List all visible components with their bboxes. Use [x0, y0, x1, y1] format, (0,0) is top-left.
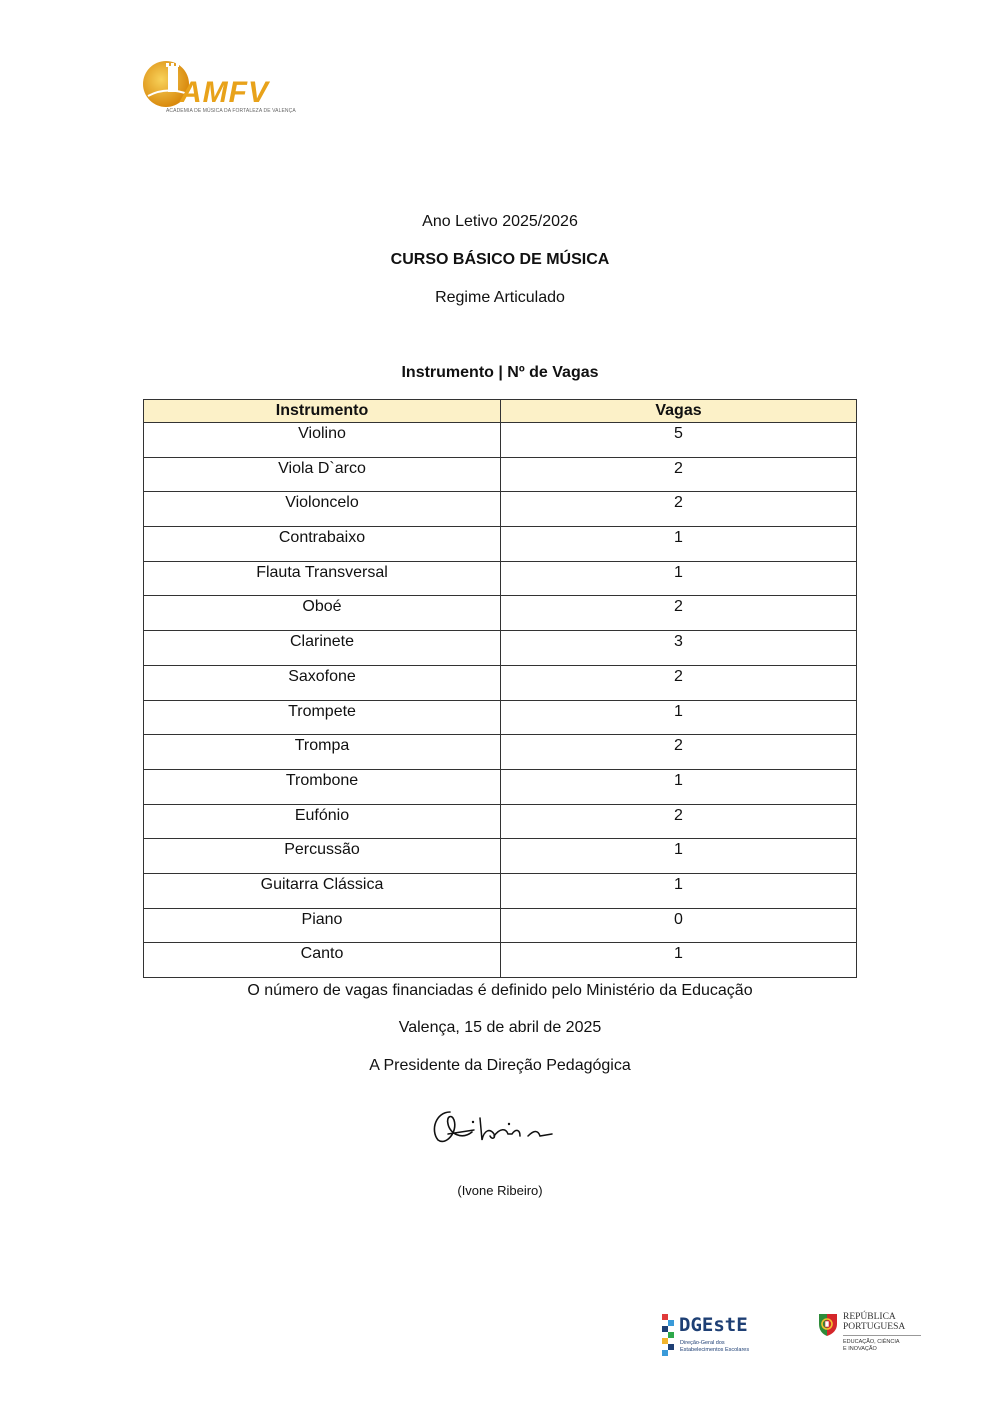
- table-row: [144, 735, 857, 770]
- instrument-cell: Oboé: [144, 596, 501, 631]
- ministry-line1: EDUCAÇÃO, CIÊNCIA: [843, 1339, 900, 1345]
- instrument-cell: Saxofone: [144, 665, 501, 700]
- regime: Regime Articulado: [435, 289, 565, 306]
- instrument-cell: Violino: [144, 423, 501, 458]
- vagas-cell: 2: [501, 804, 857, 839]
- instrument-cell: Violoncelo: [144, 492, 501, 527]
- signature: [428, 1100, 558, 1150]
- table-row: [144, 665, 857, 700]
- instrument-cell: Eufónio: [144, 804, 501, 839]
- table-row: [144, 457, 857, 492]
- logo-subtitle: ACADEMIA DE MÚSICA DA FORTALEZA DE VALENÇA: [166, 108, 296, 114]
- column-header-vagas: Vagas: [501, 400, 857, 423]
- vagas-cell: 1: [501, 769, 857, 804]
- table-row: [144, 631, 857, 666]
- instrument-cell: Viola D`arco: [144, 457, 501, 492]
- republica-text: [843, 1312, 905, 1332]
- vagas-cell: 5: [501, 423, 857, 458]
- table-row: [144, 527, 857, 562]
- vagas-cell: 2: [501, 665, 857, 700]
- vagas-cell: 2: [501, 492, 857, 527]
- dgeste-logo: [660, 1312, 780, 1358]
- course-title: CURSO BÁSICO DE MÚSICA: [390, 251, 610, 268]
- table-row: [144, 908, 857, 943]
- instrument-cell: Trombone: [144, 769, 501, 804]
- logo-wordmark: AMFV: [180, 76, 269, 109]
- table-header-row: [144, 400, 857, 423]
- table-row: [144, 769, 857, 804]
- vagas-table: [143, 399, 857, 978]
- table-row: [144, 943, 857, 978]
- vagas-cell: 1: [501, 873, 857, 908]
- date-line: Valença, 15 de abril de 2025: [398, 1019, 602, 1036]
- instrument-cell: Trompete: [144, 700, 501, 735]
- instrument-cell: Canto: [144, 943, 501, 978]
- dgeste-sub-line1: Direção-Geral dos: [680, 1340, 725, 1346]
- dgeste-subtitle: [680, 1340, 749, 1354]
- table-row: [144, 492, 857, 527]
- vagas-cell: 1: [501, 527, 857, 562]
- instrument-cell: Flauta Transversal: [144, 561, 501, 596]
- republica-line2: PORTUGUESA: [843, 1322, 906, 1332]
- instrument-cell: Guitarra Clássica: [144, 873, 501, 908]
- republica-line1: REPÚBLICA: [843, 1312, 896, 1322]
- signature-icon: [428, 1100, 558, 1150]
- table-row: [144, 839, 857, 874]
- ministry-text: [843, 1339, 900, 1353]
- instrument-cell: Percussão: [144, 839, 501, 874]
- portugal-emblem-icon: [817, 1312, 839, 1338]
- column-header-instrumento: Instrumento: [144, 400, 501, 423]
- instrument-cell: Clarinete: [144, 631, 501, 666]
- vagas-cell: 2: [501, 735, 857, 770]
- table-row: [144, 700, 857, 735]
- vagas-cell: 3: [501, 631, 857, 666]
- funding-note: O número de vagas financiadas é definido pelo Ministério da Educação: [247, 982, 753, 999]
- signer-name: (Ivone Ribeiro): [457, 1183, 543, 1198]
- dgeste-name: DGEstE: [679, 1314, 748, 1336]
- table-row: [144, 804, 857, 839]
- vagas-cell: 1: [501, 700, 857, 735]
- table-row: [144, 561, 857, 596]
- amfv-logo: [142, 56, 296, 118]
- divider: [843, 1335, 921, 1336]
- table-row: [144, 423, 857, 458]
- vagas-cell: 1: [501, 943, 857, 978]
- table-row: [144, 873, 857, 908]
- ministry-line2: E INOVAÇÃO: [843, 1346, 877, 1352]
- instrument-cell: Trompa: [144, 735, 501, 770]
- vagas-cell: 0: [501, 908, 857, 943]
- vagas-cell: 2: [501, 596, 857, 631]
- instrument-cell: Piano: [144, 908, 501, 943]
- school-year: Ano Letivo 2025/2026: [422, 213, 578, 230]
- dgeste-mark-icon: [660, 1314, 676, 1356]
- instrument-cell: Contrabaixo: [144, 527, 501, 562]
- vagas-cell: 1: [501, 839, 857, 874]
- table-title: Instrumento | Nº de Vagas: [401, 364, 599, 381]
- republica-portuguesa-logo: [817, 1312, 917, 1358]
- signer-role: A Presidente da Direção Pedagógica: [369, 1057, 631, 1074]
- table-row: [144, 596, 857, 631]
- vagas-cell: 2: [501, 457, 857, 492]
- dgeste-sub-line2: Estabelecimentos Escolares: [680, 1347, 750, 1353]
- vagas-cell: 1: [501, 561, 857, 596]
